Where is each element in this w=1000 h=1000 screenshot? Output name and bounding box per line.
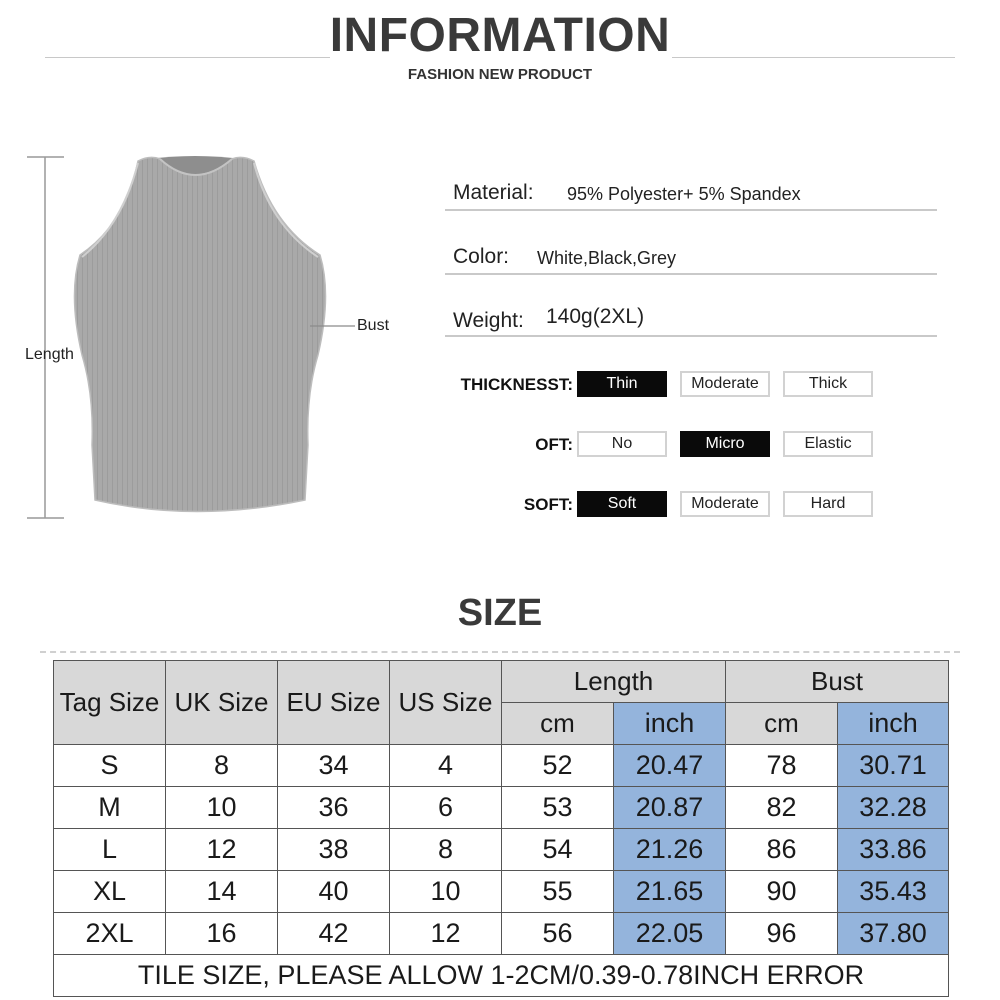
cell-tag: L [54, 829, 166, 871]
length-label: Length [25, 346, 74, 363]
weight-value: 140g(2XL) [546, 305, 645, 328]
cell-tag: XL [54, 871, 166, 913]
cell-length-cm: 56 [502, 913, 614, 955]
page-subtitle: FASHION NEW PRODUCT [407, 66, 593, 83]
oft-option-micro: Micro [680, 431, 770, 457]
cell-length-inch: 21.26 [614, 829, 726, 871]
header-us-size: US Size [390, 661, 502, 745]
cell-bust-cm: 86 [726, 829, 838, 871]
material-value: 95% Polyester+ 5% Spandex [567, 184, 801, 204]
material-row [445, 177, 937, 211]
size-note-row [54, 955, 949, 997]
cell-us: 8 [390, 829, 502, 871]
cell-eu: 36 [278, 787, 390, 829]
cell-bust-cm: 78 [726, 745, 838, 787]
cell-bust-inch: 30.71 [838, 745, 949, 787]
page-title: INFORMATION [329, 9, 671, 62]
cell-length-cm: 54 [502, 829, 614, 871]
color-row [445, 241, 937, 275]
color-value: White,Black,Grey [537, 248, 677, 268]
cell-eu: 38 [278, 829, 390, 871]
header-length-cm: cm [502, 703, 614, 745]
soft-option-moderate: Moderate [680, 491, 770, 517]
weight-key: Weight: [453, 309, 524, 332]
color-key: Color: [453, 245, 510, 268]
thickness-option-thin: Thin [577, 371, 667, 397]
material-key: Material: [453, 181, 534, 204]
header-length-inch: inch [614, 703, 726, 745]
table-row [54, 745, 949, 787]
cell-bust-inch: 32.28 [838, 787, 949, 829]
cell-length-cm: 55 [502, 871, 614, 913]
table-row [54, 787, 949, 829]
header-bust-cm: cm [726, 703, 838, 745]
size-table [53, 660, 949, 997]
table-row [54, 829, 949, 871]
cell-length-inch: 20.47 [614, 745, 726, 787]
cell-us: 6 [390, 787, 502, 829]
cell-us: 12 [390, 913, 502, 955]
weight-row [445, 303, 937, 337]
cell-eu: 42 [278, 913, 390, 955]
tank-top-illustration [20, 145, 410, 530]
cell-bust-cm: 82 [726, 787, 838, 829]
cell-bust-cm: 90 [726, 871, 838, 913]
cell-bust-cm: 96 [726, 913, 838, 955]
header-bust: Bust [726, 661, 949, 703]
size-title: SIZE [457, 592, 543, 634]
soft-option-hard: Hard [783, 491, 873, 517]
cell-us: 4 [390, 745, 502, 787]
size-note: TILE SIZE, PLEASE ALLOW 1-2CM/0.39-0.78INCH ERROR [54, 955, 949, 997]
oft-option-no: No [577, 431, 667, 457]
size-table-header-row [54, 661, 949, 703]
cell-uk: 8 [166, 745, 278, 787]
cell-length-cm: 53 [502, 787, 614, 829]
cell-length-cm: 52 [502, 745, 614, 787]
cell-tag: S [54, 745, 166, 787]
table-row [54, 913, 949, 955]
cell-length-inch: 20.87 [614, 787, 726, 829]
thickness-option-thick: Thick [783, 371, 873, 397]
cell-uk: 10 [166, 787, 278, 829]
cell-length-inch: 22.05 [614, 913, 726, 955]
cell-us: 10 [390, 871, 502, 913]
table-row [54, 871, 949, 913]
header-tag-size: Tag Size [54, 661, 166, 745]
header-bust-inch: inch [838, 703, 949, 745]
thickness-option-moderate: Moderate [680, 371, 770, 397]
soft-option-soft: Soft [577, 491, 667, 517]
cell-uk: 16 [166, 913, 278, 955]
cell-length-inch: 21.65 [614, 871, 726, 913]
size-divider [40, 651, 960, 653]
cell-tag: M [54, 787, 166, 829]
oft-label: OFT: [535, 435, 573, 454]
tank-top-body [74, 157, 325, 511]
cell-eu: 34 [278, 745, 390, 787]
soft-label: SOFT: [523, 495, 573, 514]
bust-label: Bust [357, 317, 390, 334]
cell-uk: 14 [166, 871, 278, 913]
cell-bust-inch: 33.86 [838, 829, 949, 871]
thickness-label: THICKNESST: [460, 375, 573, 394]
header-uk-size: UK Size [166, 661, 278, 745]
cell-tag: 2XL [54, 913, 166, 955]
oft-option-elastic: Elastic [783, 431, 873, 457]
cell-bust-inch: 35.43 [838, 871, 949, 913]
cell-bust-inch: 37.80 [838, 913, 949, 955]
header-length: Length [502, 661, 726, 703]
cell-uk: 12 [166, 829, 278, 871]
cell-eu: 40 [278, 871, 390, 913]
header-eu-size: EU Size [278, 661, 390, 745]
